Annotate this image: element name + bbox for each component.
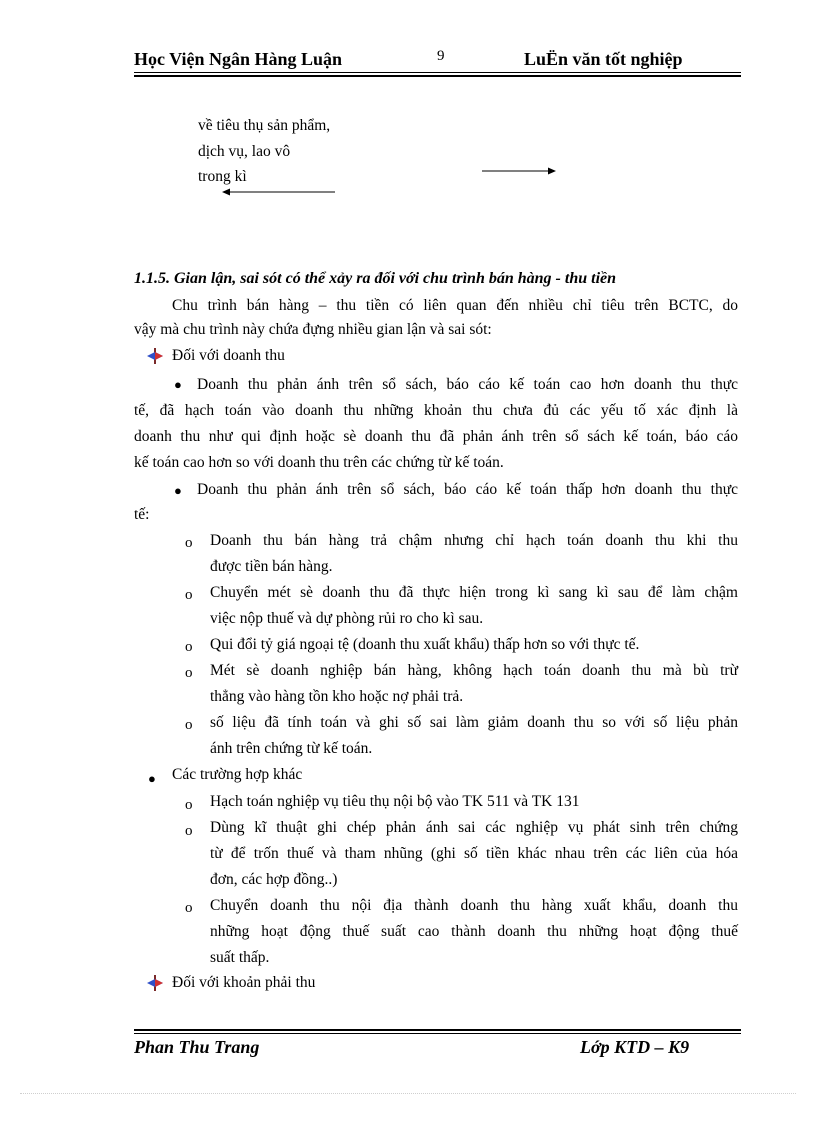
circle-bullet-icon: o	[185, 665, 193, 681]
intro-line-1: Chu trình bán hàng – thu tiền có liên quan đến nhiều chỉ tiêu trên BCTC, do	[172, 297, 738, 314]
circle-bullet-icon: o	[185, 639, 193, 655]
bullet1-line-2: tế, đã hạch toán vào doanh thu những khoản thu chưa đủ các yếu tố xác định là	[134, 402, 738, 419]
footer-rule-thick	[134, 1029, 741, 1031]
bullet1-line-3: doanh thu như qui định hoặc sè doanh thu đã phản ánh trên sổ sách kế toán, báo cáo	[134, 428, 738, 445]
diagram-text-line-1: về tiêu thụ sản phẩm,	[198, 117, 331, 134]
sub2-item2-line-3: đơn, các hợp đồng..)	[210, 871, 338, 888]
sub-heading-revenue: Đối với doanh thu	[172, 347, 285, 364]
sub2-item3-line-1: Chuyển doanh thu nội địa thành doanh thu hàng xuất khẩu, doanh thu	[210, 897, 738, 914]
right-arrow-icon	[480, 164, 560, 178]
header-left: Học Viện Ngân Hàng Luận	[134, 49, 343, 69]
intro-line-2: vậy mà chu trình này chứa đựng nhiều gian lận và sai sót:	[134, 321, 492, 338]
header-right: LuËn văn tốt nghiệp	[524, 49, 683, 69]
sub2-item3-line-2: những hoạt động thuế suất cao thành doanh thu những hoạt động thuế	[210, 923, 738, 940]
pin-icon	[146, 974, 164, 992]
circle-bullet-icon: o	[185, 900, 193, 916]
sub1-item4-line-2: thẳng vào hàng tồn kho hoặc nợ phải trả.	[210, 688, 464, 705]
bullet-icon: ●	[174, 377, 182, 392]
sub-heading-receivables: Đối với khoản phải thu	[172, 974, 316, 991]
sub2-item3-line-3: suất thấp.	[210, 949, 270, 966]
sub1-item2-line-1: Chuyển mét sè doanh thu đã thực hiện trong kì sang kì sau để làm chậm	[210, 584, 738, 601]
footer-class: Lớp KTD – K9	[580, 1037, 690, 1057]
bullet1-line-1: Doanh thu phản ánh trên sổ sách, báo cáo kế toán cao hơn doanh thu thực	[197, 376, 738, 393]
sub2-item2-line-2: từ để trốn thuế và tham nhũng (ghi số tiền khác nhau trên các liên của hóa	[210, 845, 738, 862]
sub2-item2-line-1: Dùng kĩ thuật ghi chép phản ánh sai các nghiệp vụ phát sinh trên chứng	[210, 819, 738, 836]
bullet-icon: ●	[174, 483, 182, 498]
circle-bullet-icon: o	[185, 823, 193, 839]
bullet2-line-1: Doanh thu phản ánh trên sổ sách, báo cáo kế toán thấp hơn doanh thu thực	[197, 481, 738, 498]
sub1-item4-line-1: Mét sè doanh nghiệp bán hàng, không hạch toán doanh thu mà bù trừ	[210, 662, 738, 679]
bullet1-line-4: kế toán cao hơn so với doanh thu trên các chứng từ kế toán.	[134, 454, 504, 471]
header-rule	[134, 72, 741, 73]
sub1-item2-line-2: việc nộp thuế và dự phòng rủi ro cho kì sau.	[210, 610, 484, 627]
circle-bullet-icon: o	[185, 587, 193, 603]
sub1-item1-line-2: được tiền bán hàng.	[210, 558, 333, 575]
sub1-item5-line-2: ánh trên chứng từ kế toán.	[210, 740, 373, 757]
diagram-text-line-2: dịch vụ, lao vô	[198, 143, 291, 160]
sub1-item1-line-1: Doanh thu bán hàng trả chậm nhưng chỉ hạch toán doanh thu khi thu	[210, 532, 738, 549]
diagram-text-line-3: trong kì	[198, 168, 247, 185]
footer-author: Phan Thu Trang	[134, 1037, 260, 1057]
sub1-item3-line-1: Qui đổi tỷ giá ngoại tệ (doanh thu xuất khẩu) thấp hơn so với thực tế.	[210, 636, 640, 653]
header-rule-thick	[134, 75, 741, 77]
page-edge-divider	[20, 1093, 796, 1094]
bullet2-line-2: tế:	[134, 506, 150, 523]
circle-bullet-icon: o	[185, 535, 193, 551]
bullet3-text: Các trường hợp khác	[172, 766, 303, 783]
page-number: 9	[437, 48, 445, 64]
footer-rule	[134, 1033, 741, 1034]
left-arrow-icon	[220, 185, 340, 199]
circle-bullet-icon: o	[185, 797, 193, 813]
section-heading: 1.1.5. Gian lận, sai sót có thể xảy ra đối với chu trình bán hàng - thu tiền	[134, 270, 617, 287]
bullet-icon: ●	[148, 771, 156, 786]
circle-bullet-icon: o	[185, 717, 193, 733]
sub1-item5-line-1: số liệu đã tính toán và ghi số sai làm giảm doanh thu so với số liệu phản	[210, 714, 738, 731]
pin-icon	[146, 347, 164, 365]
sub2-item1-line-1: Hạch toán nghiệp vụ tiêu thụ nội bộ vào TK 511 và TK 131	[210, 793, 580, 810]
